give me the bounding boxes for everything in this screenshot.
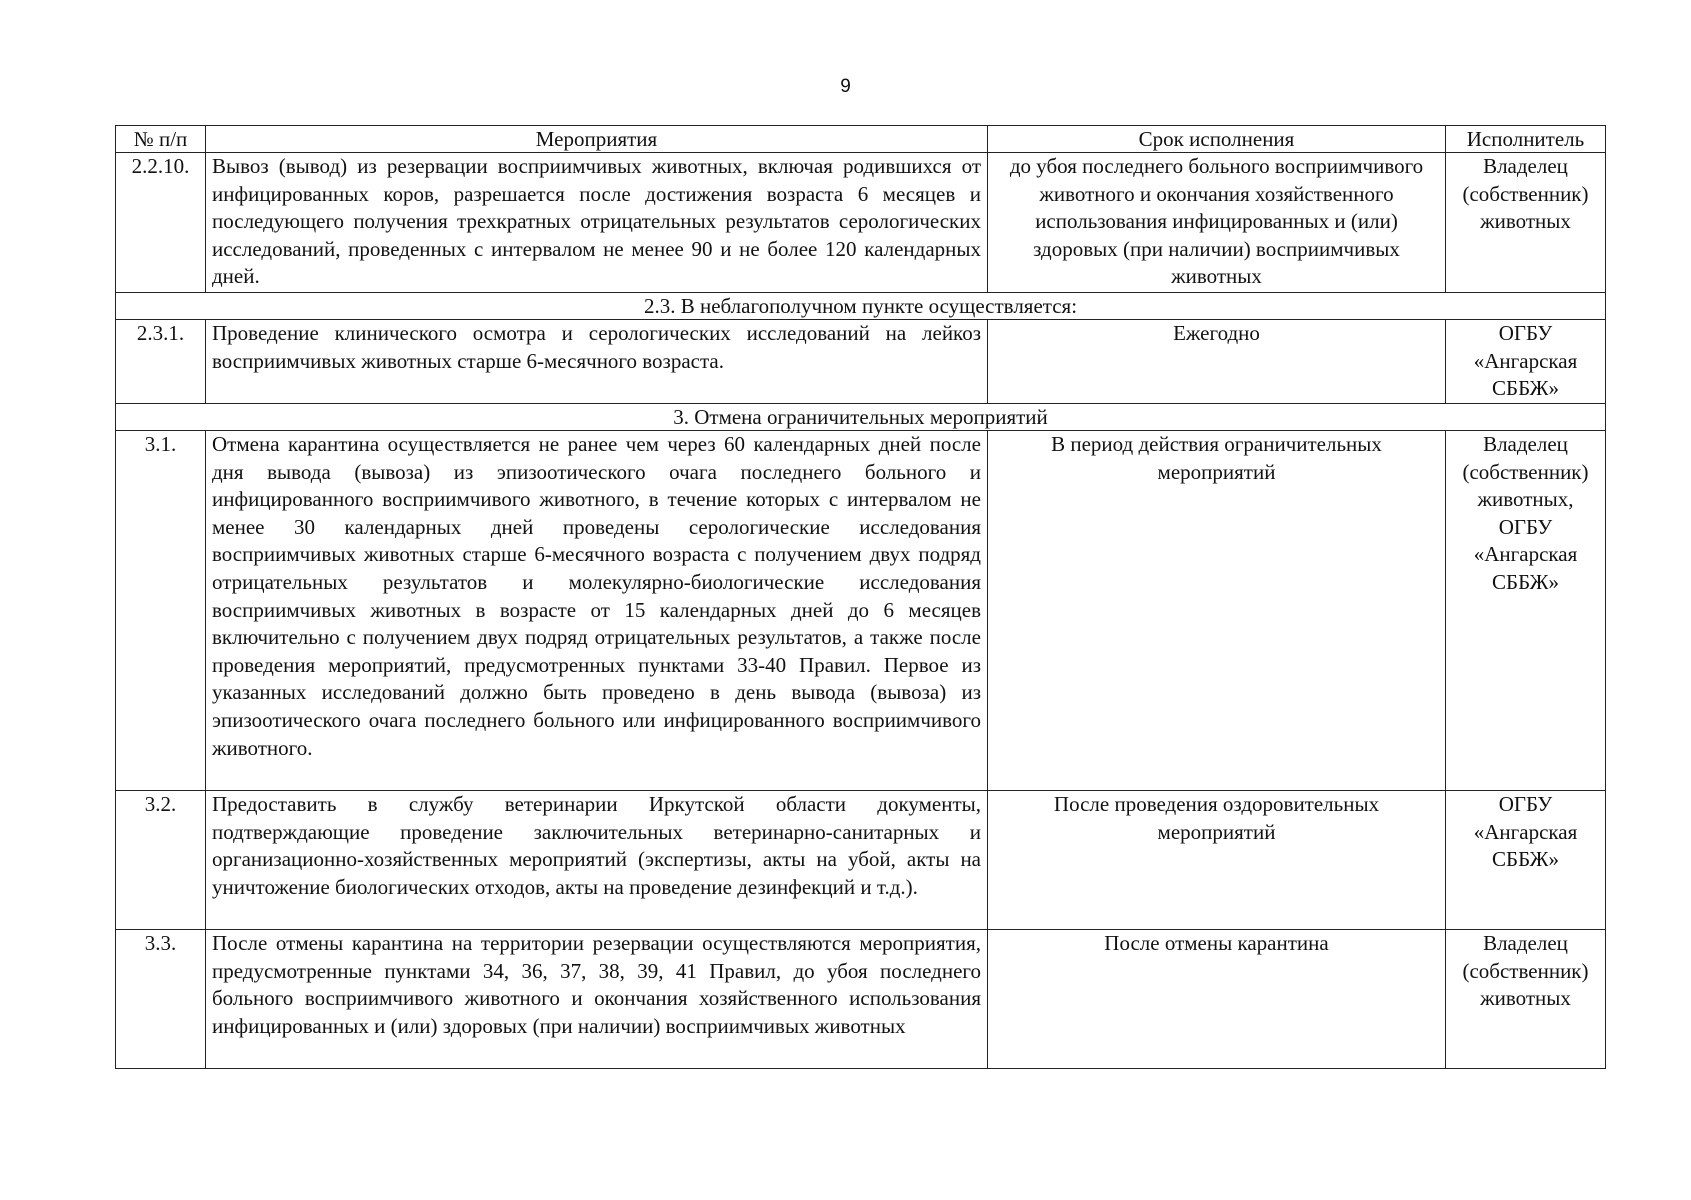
- row-executor: ОГБУ «Ангарская СББЖ»: [1446, 320, 1606, 404]
- row-number: 3.2.: [116, 791, 206, 930]
- row-measure: Проведение клинического осмотра и серологических исследований на лейкоз восприимчивых животных старше 6-месячного возраста.: [206, 320, 988, 404]
- row-executor: ОГБУ «Ангарская СББЖ»: [1446, 791, 1606, 930]
- row-number: 2.3.1.: [116, 320, 206, 404]
- row-measure: Предоставить в службу ветеринарии Иркутской области документы, подтверждающие проведение заключительных ветеринарно-санитарных и организационно-хозяйственных мероприятий (экспертизы, акты на убой, акты на уничтожение биологических отходов, акты на проведение дезинфекций и т.д.).: [206, 791, 988, 930]
- row-deadline: После отмены карантина: [988, 930, 1446, 1069]
- table-row: [116, 791, 1606, 930]
- page-number: 9: [840, 76, 851, 97]
- table-row: [116, 153, 1606, 293]
- row-measure: После отмены карантина на территории резервации осуществляются мероприятия, предусмотренные пунктами 34, 36, 37, 38, 39, 41 Правил, до убоя последнего больного восприимчивого животного и окончания хозяйственного использования инфицированных и (или) здоровых (при наличии) восприимчивых животных: [206, 930, 988, 1069]
- header-executor: Исполнитель: [1446, 126, 1606, 153]
- row-number: 3.3.: [116, 930, 206, 1069]
- row-measure: Отмена карантина осуществляется не ранее чем через 60 календарных дней после дня вывода (вывоза) из эпизоотического очага последнего больного и инфицированного восприимчивого животного, в течение которых с интервалом не менее 30 календарных дней проведены серологические исследования восприимчивых животных старше 6-месячного возраста с получением двух подряд отрицательных результатов и молекулярно-биологические исследования восприимчивых животных в возрасте от 15 календарных дней до 6 месяцев включительно с получением двух подряд отрицательных результатов, а также после проведения мероприятий, предусмотренных пунктами 33-40 Правил. Первое из указанных исследований должно быть проведено в день вывода (вывоза) из эпизоотического очага последнего больного или инфицированного восприимчивого животного.: [206, 431, 988, 791]
- row-executor: Владелец (собственник) животных: [1446, 153, 1606, 293]
- row-deadline: до убоя последнего больного восприимчивого животного и окончания хозяйственного использования инфицированных и (или) здоровых (при наличии) восприимчивых животных: [988, 153, 1446, 293]
- row-number: 3.1.: [116, 431, 206, 791]
- section-row: [116, 293, 1606, 320]
- section-title-3: 3. Отмена ограничительных мероприятий: [116, 404, 1606, 431]
- table-row: [116, 431, 1606, 791]
- header-measures: Мероприятия: [206, 126, 988, 153]
- header-deadline: Срок исполнения: [988, 126, 1446, 153]
- row-deadline: После проведения оздоровительных мероприятий: [988, 791, 1446, 930]
- header-number: № п/п: [116, 126, 206, 153]
- row-deadline: Ежегодно: [988, 320, 1446, 404]
- section-row: [116, 404, 1606, 431]
- table-header-row: [116, 126, 1606, 153]
- row-number: 2.2.10.: [116, 153, 206, 293]
- row-measure: Вывоз (вывод) из резервации восприимчивых животных, включая родившихся от инфицированных коров, разрешается после достижения возраста 6 месяцев и последующего получения трехкратных отрицательных результатов серологических исследований, проведенных с интервалом не менее 90 и не более 120 календарных дней.: [206, 153, 988, 293]
- table-row: [116, 320, 1606, 404]
- row-executor: Владелец (собственник) животных: [1446, 930, 1606, 1069]
- measures-table: [115, 125, 1606, 1069]
- table-row: [116, 930, 1606, 1069]
- row-executor: Владелец (собственник) животных, ОГБУ «Ангарская СББЖ»: [1446, 431, 1606, 791]
- section-title-2-3: 2.3. В неблагополучном пункте осуществляется:: [116, 293, 1606, 320]
- row-deadline: В период действия ограничительных мероприятий: [988, 431, 1446, 791]
